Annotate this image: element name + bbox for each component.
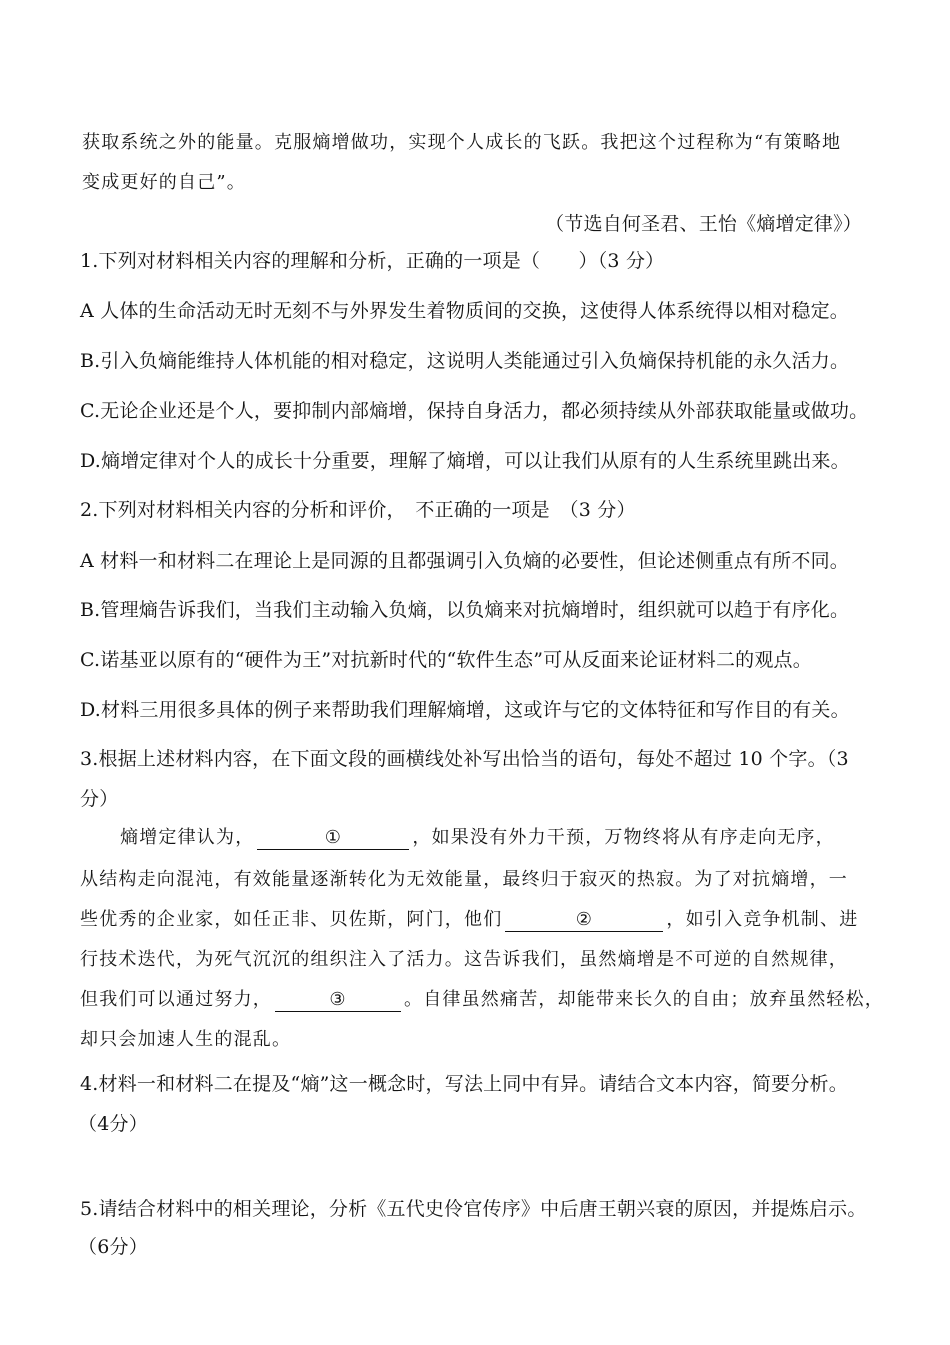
passage-line-2: 变成更好的自己”。 <box>82 172 247 193</box>
question-1-option-b: B.引入负熵能维持人体机能的相对稳定，这说明人类能通过引入负熵保持机能的永久活力。 <box>80 350 850 372</box>
question-2-option-a: A 材料一和材料二在理论上是同源的且都强调引入负熵的必要性，但论述侧重点有所不同。 <box>80 550 849 572</box>
question-3-stem-line-1: 3.根据上述材料内容，在下面文段的画横线处补写出恰当的语句，每处不超过 10 个字。（3 <box>80 748 849 770</box>
blank-2[interactable]: ② <box>505 909 663 932</box>
paragraph-text: ，如果没有外力干预，万物终将从有序走向无序， <box>412 827 835 848</box>
question-3-paragraph-line-4: 行技术迭代，为死气沉沉的组织注入了活力。这告诉我们，虽然熵增是不可逆的自然规律， <box>80 949 848 970</box>
passage-source: （节选自何圣君、王怡《熵增定律》） <box>545 213 862 235</box>
paragraph-text: 但我们可以通过努力， <box>80 989 272 1010</box>
paragraph-text: 。自律虽然痛苦，却能带来长久的自由；放弃虽然轻松， <box>404 989 884 1010</box>
question-3-stem-line-2: 分） <box>80 788 119 810</box>
question-1-option-a: A 人体的生命活动无时无刻不与外界发生着物质间的交换，这使得人体系统得以相对稳定。 <box>80 300 849 322</box>
paragraph-text: 熵增定律认为， <box>120 827 255 848</box>
question-2-stem: 2.下列对材料相关内容的分析和评价， 不正确的一项是 （3 分） <box>80 499 636 521</box>
question-4-stem: 4.材料一和材料二在提及“熵”这一概念时，写法上同中有异。请结合文本内容，简要分析。 <box>80 1073 848 1095</box>
question-2-option-d: D.材料三用很多具体的例子来帮助我们理解熵增，这或许与它的文体特征和写作目的有关。 <box>80 699 850 721</box>
question-1-stem: 1.下列对材料相关内容的理解和分析，正确的一项是（ ）（3 分） <box>80 250 665 272</box>
question-2-option-c: C.诺基亚以原有的“硬件为王”对抗新时代的“软件生态”可从反面来论证材料二的观点。 <box>80 649 812 671</box>
question-3-paragraph-line-2: 从结构走向混沌，有效能量逐渐转化为无效能量，最终归于寂灭的热寂。为了对抗熵增，一 <box>80 869 848 890</box>
paragraph-text: ，如引入竞争机制、进 <box>666 909 859 930</box>
question-3-paragraph-line-3 <box>80 907 858 933</box>
question-3-paragraph-line-1 <box>120 825 835 851</box>
paragraph-text: 些优秀的企业家，如任正非、贝佐斯，阿门，他们 <box>80 909 503 930</box>
question-4-score: （4分） <box>78 1113 148 1135</box>
blank-3[interactable]: ③ <box>275 989 401 1012</box>
question-5-stem: 5.请结合材料中的相关理论，分析《五代史伶官传序》中后唐王朝兴衰的原因，并提炼启示。 <box>80 1198 867 1220</box>
question-3-paragraph-line-6: 却只会加速人生的混乱。 <box>80 1029 292 1050</box>
question-3-paragraph-line-5 <box>80 987 884 1013</box>
blank-1[interactable]: ① <box>257 827 409 850</box>
passage-line-1: 获取系统之外的能量。克服熵增做功，实现个人成长的飞跃。我把这个过程称为“有策略地 <box>82 132 842 153</box>
question-1-option-d: D.熵增定律对个人的成长十分重要，理解了熵增，可以让我们从原有的人生系统里跳出来。 <box>80 450 850 472</box>
question-1-option-c: C.无论企业还是个人，要抑制内部熵增，保持自身活力，都必须持续从外部获取能量或做功。 <box>80 400 869 422</box>
question-2-option-b: B.管理熵告诉我们，当我们主动输入负熵，以负熵来对抗熵增时，组织就可以趋于有序化。 <box>80 599 850 621</box>
question-5-score: （6分） <box>78 1236 148 1258</box>
